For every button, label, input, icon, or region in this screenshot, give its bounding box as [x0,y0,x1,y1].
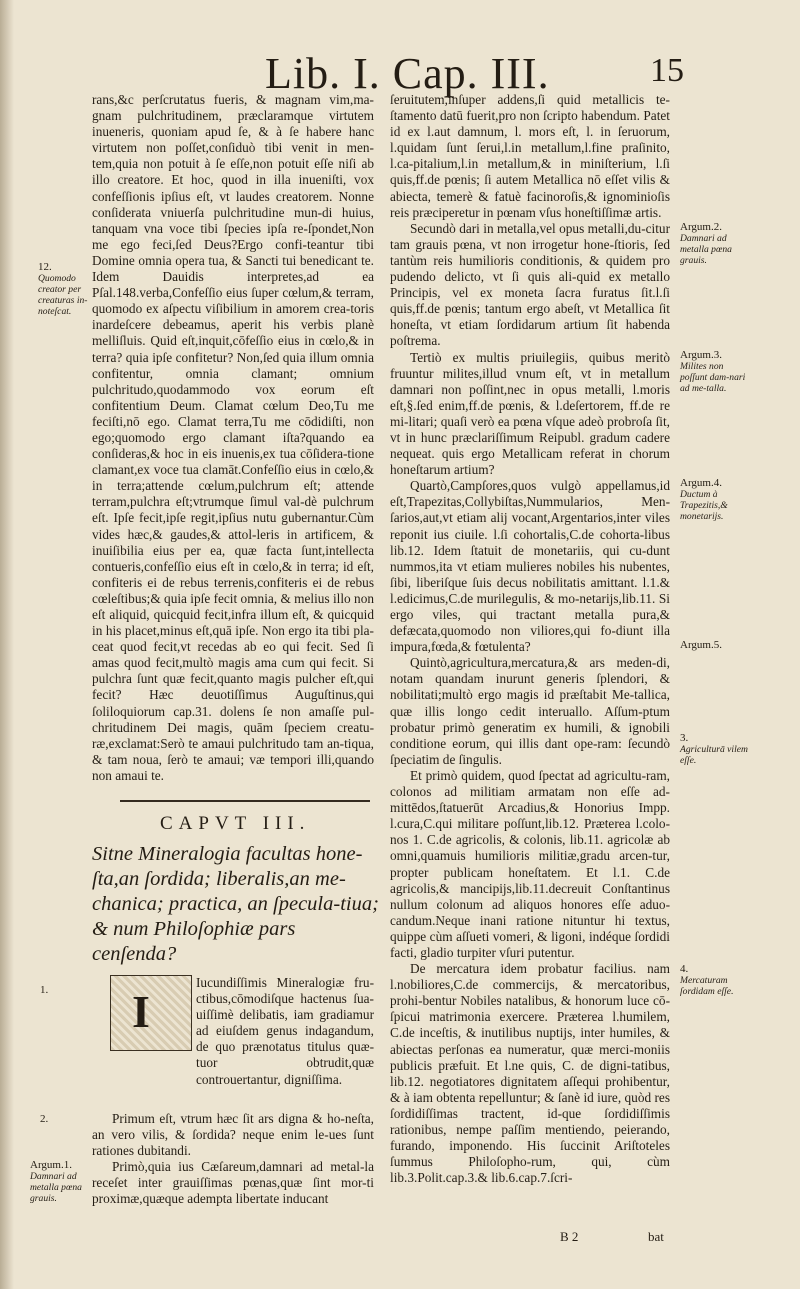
decorated-initial-frame [110,975,192,1051]
margin-note-arg5 [680,640,750,651]
margin-label: Argum.3. [680,349,722,361]
margin-number: 4. [680,963,689,975]
running-title: Lib. I. Cap. III. [265,49,550,98]
margin-number: 3. [680,732,689,744]
right-paragraph: Quartò,Campſores,quos vulgò appellamus,id eſt,Trapezitas,Collybiſtas,Nummularios, Men-ſarios,aut,vt etiam alij vocant,Argentarios,inter viles reponit ius ciuile. l.ſi cohortalis,C.de cohorta-libus lib.12. Idem ſtatuit de monetariis, qui cu-dunt nummos,ita vt etiam mulieres nobiles his nubentes, ſibi, liberiſque ſuis decus nobilitatis amittant. l.1.& l.edicimus,C.de murilegulis, & mo-netarijs,lib.11. Si ergo viles, qui tractant metalla pura,& defæcata,quomodo non viliores,qui fo-diunt illa impura,fœda,& fœtulenta? [390,478,670,655]
margin-number: 1. [40,984,49,996]
margin-note-4 [680,964,750,997]
signature-mark: B 2 [560,1229,579,1244]
right-paragraph: Secundò dari in metalla,vel opus metalli,du-citur tam grauis pœna, vt non irrogetur hone-ſtioris, ſed tantùm reis humilioris conditionis, & quidem pro pudendo delicto, vt ſi quis ali-quid ex metallo Principis, vel ex moneta ſacra furatus ſit.l.ſi quis,ff.de pœnis; tantum ergo abeſt, vt Metallica ſit honeſta, vt etiam ſordidarum artium ſit habenda poſtrema. [390,220,670,349]
right-paragraph: Et primò quidem, quod ſpectat ad agricultu-ram, colonos ad militiam armatam non eſſe ad-mittēdos,ſtatuerūt Arcadius,& Honorius Impp. l.cura,C.qui militare poſſunt,lib.12. Præterea l.colo-nos 1. C.de agricolis, & colonis, lib.11. agricolæ ab omni,quamuis humilioris militiæ,gradu arcen-tur, propter publicam honeſtatem. Et l.1. C.de agricolis,& mancipijs,lib.11.decreuit Conſtantinus nullum colonum ad aliquos honores eſſe aduo-candum.Neque inani ratione nituntur hi textus, quippe cùm aſſueti vomeri, & ligoni, indéque ſordidi facti, gladio turpiter vſuri putentur. [390,767,670,960]
margin-number: 12. [38,261,52,273]
margin-label: Argum.5. [680,639,722,651]
margin-note-arg2 [680,222,750,266]
margin-note-12 [38,262,88,317]
right-paragraph: ſeruitutem,inſuper addens,ſi quid metallicis te-ſtamento datū fuerit,pro non ſcripto habendum. Patet id ex l.aut damnum, l. mors eſt, l. in ſeruorum, l.quidam ſunt ſerui,l.in metallum,l.fine praſinito, l.ca-pitalium,l.in metallum,& in miniſterium, l.ſi quis,ff.de pœnis; ſi autem Metallica nō eſſet vilis & abiecta, temerè & fatuè facinoroſis,& ignominioſis reis præciperetur in pœnam vſus honeſtiſſimæ artis. [390,92,670,220]
right-paragraph: De mercatura idem probatur facilius. nam l.nobiliores,C.de commercijs, & mercatoribus, prohi-bentur Nobiles natalibus, & honorum luce cō-ſpicui matrimonia exercere. Præterea l.humilem, C.de inceſtis, & inutilibus nuptijs, inter humiles, & abiectas perſonas ea numeratur, quæ merci-moniis publicis præfuit. Et l.ne quis, C. de digni-tatibus, lib.12. negotiatores dignitatem aſſequi prohibentur, & à iam obtenta repelluntur; & ſanè id iure, quòd res ſordidiſſimas tractent, id-que ſordidiſſimis rationibus, nempe paſſim mentiendo, peierando, furando, imponendo. His ſuccinit Ariſtoteles ſummus Philoſopho-rum, qui, cùm lib.3.Polit.cap.3.& lib.6.cap.7.ſcri- [390,961,670,1186]
margin-note-1 [40,985,48,996]
margin-note-arg1 [30,1160,88,1204]
margin-number: 2. [40,1113,49,1125]
margin-gloss: Damnari ad metalla pœna grauis. [680,233,732,266]
chapter-body [92,1111,374,1208]
right-paragraph: Tertiò ex multis priuilegiis, quibus meritò fruuntur milites,illud vnum eſt, vt in metallum damnari non poſſint,nec in opus metalli, l.moris eſt,§.ſed enim,ff.de pœnis, & l.deſertorem, ff.de re mi-litari; quaſi verò ea pœna vſque adeò probroſa ſit, vt in hunc præclariſſimum Reipubl. gradum cadere nequeat. quis ergo Metallicam referat in chorum honeſtarum artium? [390,349,670,478]
left-paragraph: rans,&c perſcrutatus fueris, & magnam vim,ma-gnam pulchritudinem, præclaramque virtutem inueneris, quoniam apud ſe, & à ſe habere hanc virtutem non poſſet,conſiduò tibi venit in men-tem,quia non potuit à ſe eſſe,non potuit eſſe niſi ab illo creatore. Et hoc, quod in illa inueniſti, vox confeſſionis ipſius eſt, vt laudes creatorem. Nonne conſiderata vniuerſa pulchritudine mun-di huius, tanquam vna voce tibi ſpecies ipſa re-ſpondet,Non me ego feci,ſed Deus?Ergo confi-teantur tibi Domine omnia opera tua, & Sancti tui benedicant te. Idem Dauidis interpretes,ad ea Pſal.148.verba,Confeſſio eius ſuper cœlum,& terram, quomodo ex aſpectu viſibilium in amorem crea-toris inardeſcere debeamus, aperit his verbis planè melliſluis. Quid eſt,inquit,cōfeſſio eius in cœlo,& in terra? quia ipſe confitetur? Non,ſed quia illum omnia confitentur, omnia clamant; omnium pulchritudo,quodammodo vox eorum eſt confitentium Deum. Clamat cœlum Deo,Tu me feciſti,nō ego. Clamat terra,Tu me cōdidiſti, non ego;quomodo ergo clamant iſta?quando ea conſideras,& hoc in eis inuenis,ex tua cōſidera-tione clamant,ex voce tua clamāt.Confeſſio eius in cœlo,& in terra;attende cœlum,pulchrum eſt; attende terram,pulchra eſt;vtrumque ſimul val-dè pulchrum eſt. Ipſe fecit,ipſe regit,ipſius nutu gubernantur.Cùm vides hæc,& gaudes,& attol-leris in artificem, & inuiſibilia eius per ea, quæ facta ſunt,intellecta contueris,confeſſio eius eſt in cœlo,& in terra; id eſt, confiteris ei de rebus terrenis,confiteris ei de rebus cœleſtibus;& quia ipſe fecit omnia, & melius illo non eſt aliquid, quicquid fecit,infra illum eſt, & quicquid in his placet,minus eſt,quā ipſe. Non ergo ita tibi pla-ceat quod fecit,vt recedas ab eo qui fecit. Sed ſi amas quod fecit,multò magis ama cum qui fecit. Si pulchra ſunt quæ fecit,quanto magis pulcher eſt,qui fecit? Hæc deuotiſſimus Auguſtinus,qui ſoliloquiorum cap.31. dolens ſe non amaſſe pul-chritudinem Dei magis, quām ſpeciem creatu-ræ,exclamat:Serò te amaui pulchritudo tam an-tiqua, & tam noua, ſerò te amaui; væ tempori illi,quando non amaui te. [92,92,374,783]
margin-label: Argum.4. [680,477,722,489]
chapter-paragraph: Iucundiſſimis Mineralogiæ fru-ctibus,cōmodiſque hactenus ſua-uiſſimè delibatis, iam gradiamur ad eiuſdem genus indagandum, de quo prænotatus titulus quæ-tuor obtrudit,quæ controuertantur, digniſſima. [196,975,374,1087]
margin-label: Argum.2. [680,221,722,233]
margin-label: Argum.1. [30,1159,72,1171]
margin-gloss: Agriculturā vilem eſſe. [680,744,748,766]
page-number: 15 [650,52,684,89]
right-column [390,92,670,1186]
margin-note-2 [40,1114,48,1125]
chapter-rule [120,800,370,802]
margin-note-3 [680,733,750,766]
chapter-opening [196,975,374,1088]
margin-gloss: Quomodo creator per creaturas in-noteſcat. [38,273,88,317]
margin-note-arg3 [680,350,750,394]
margin-gloss: Ductum à Trapezitis,& monetarijs. [680,489,728,522]
catchword: bat [648,1229,664,1244]
margin-gloss: Damnari ad metalla pœna grauis. [30,1171,82,1204]
chapter-paragraph: Primum eſt, vtrum hæc ſit ars digna & ho-neſta, an vero vilis, & ſordida? neque enim le-ues ſunt rationes dubitandi. [92,1111,374,1159]
margin-gloss: Mercaturam ſordidam eſſe. [680,975,734,997]
margin-gloss: Milites non poſſunt dam-nari ad me-talla. [680,361,746,394]
chapter-question-title: Sitne Mineralogia facultas hone-ſta,an ſordida; liberalis,an me-chanica; practica, an ſpecula-tiua; & num Philoſophiæ pars cenſenda? [92,843,379,965]
left-column [92,92,374,784]
page-spine-shadow [0,0,14,1289]
decorated-initial: I [132,986,150,1037]
margin-note-arg4 [680,478,750,522]
chapter-heading: CAPVT III. [160,813,311,834]
chapter-paragraph: Primò,quia ius Cæſareum,damnari ad metal-la receſet inter grauiſſimas pœnas,quæ ſint mor-ti proximæ,quæque adempta libertate inducant [92,1159,374,1207]
right-paragraph: Quintò,agricultura,mercatura,& ars meden-di, notam quandam inurunt generis ſplendori, & nobilitati;multò ergo magis id præſtabit Me-tallica, quæ illis longo cedit interuallo. Aſſum-ptum probatur primò generatim ex humili, & ignobili conditione eorum, qui illis dant ope-ram: ſecundò ſpeciatim de ſingulis. [390,655,670,767]
